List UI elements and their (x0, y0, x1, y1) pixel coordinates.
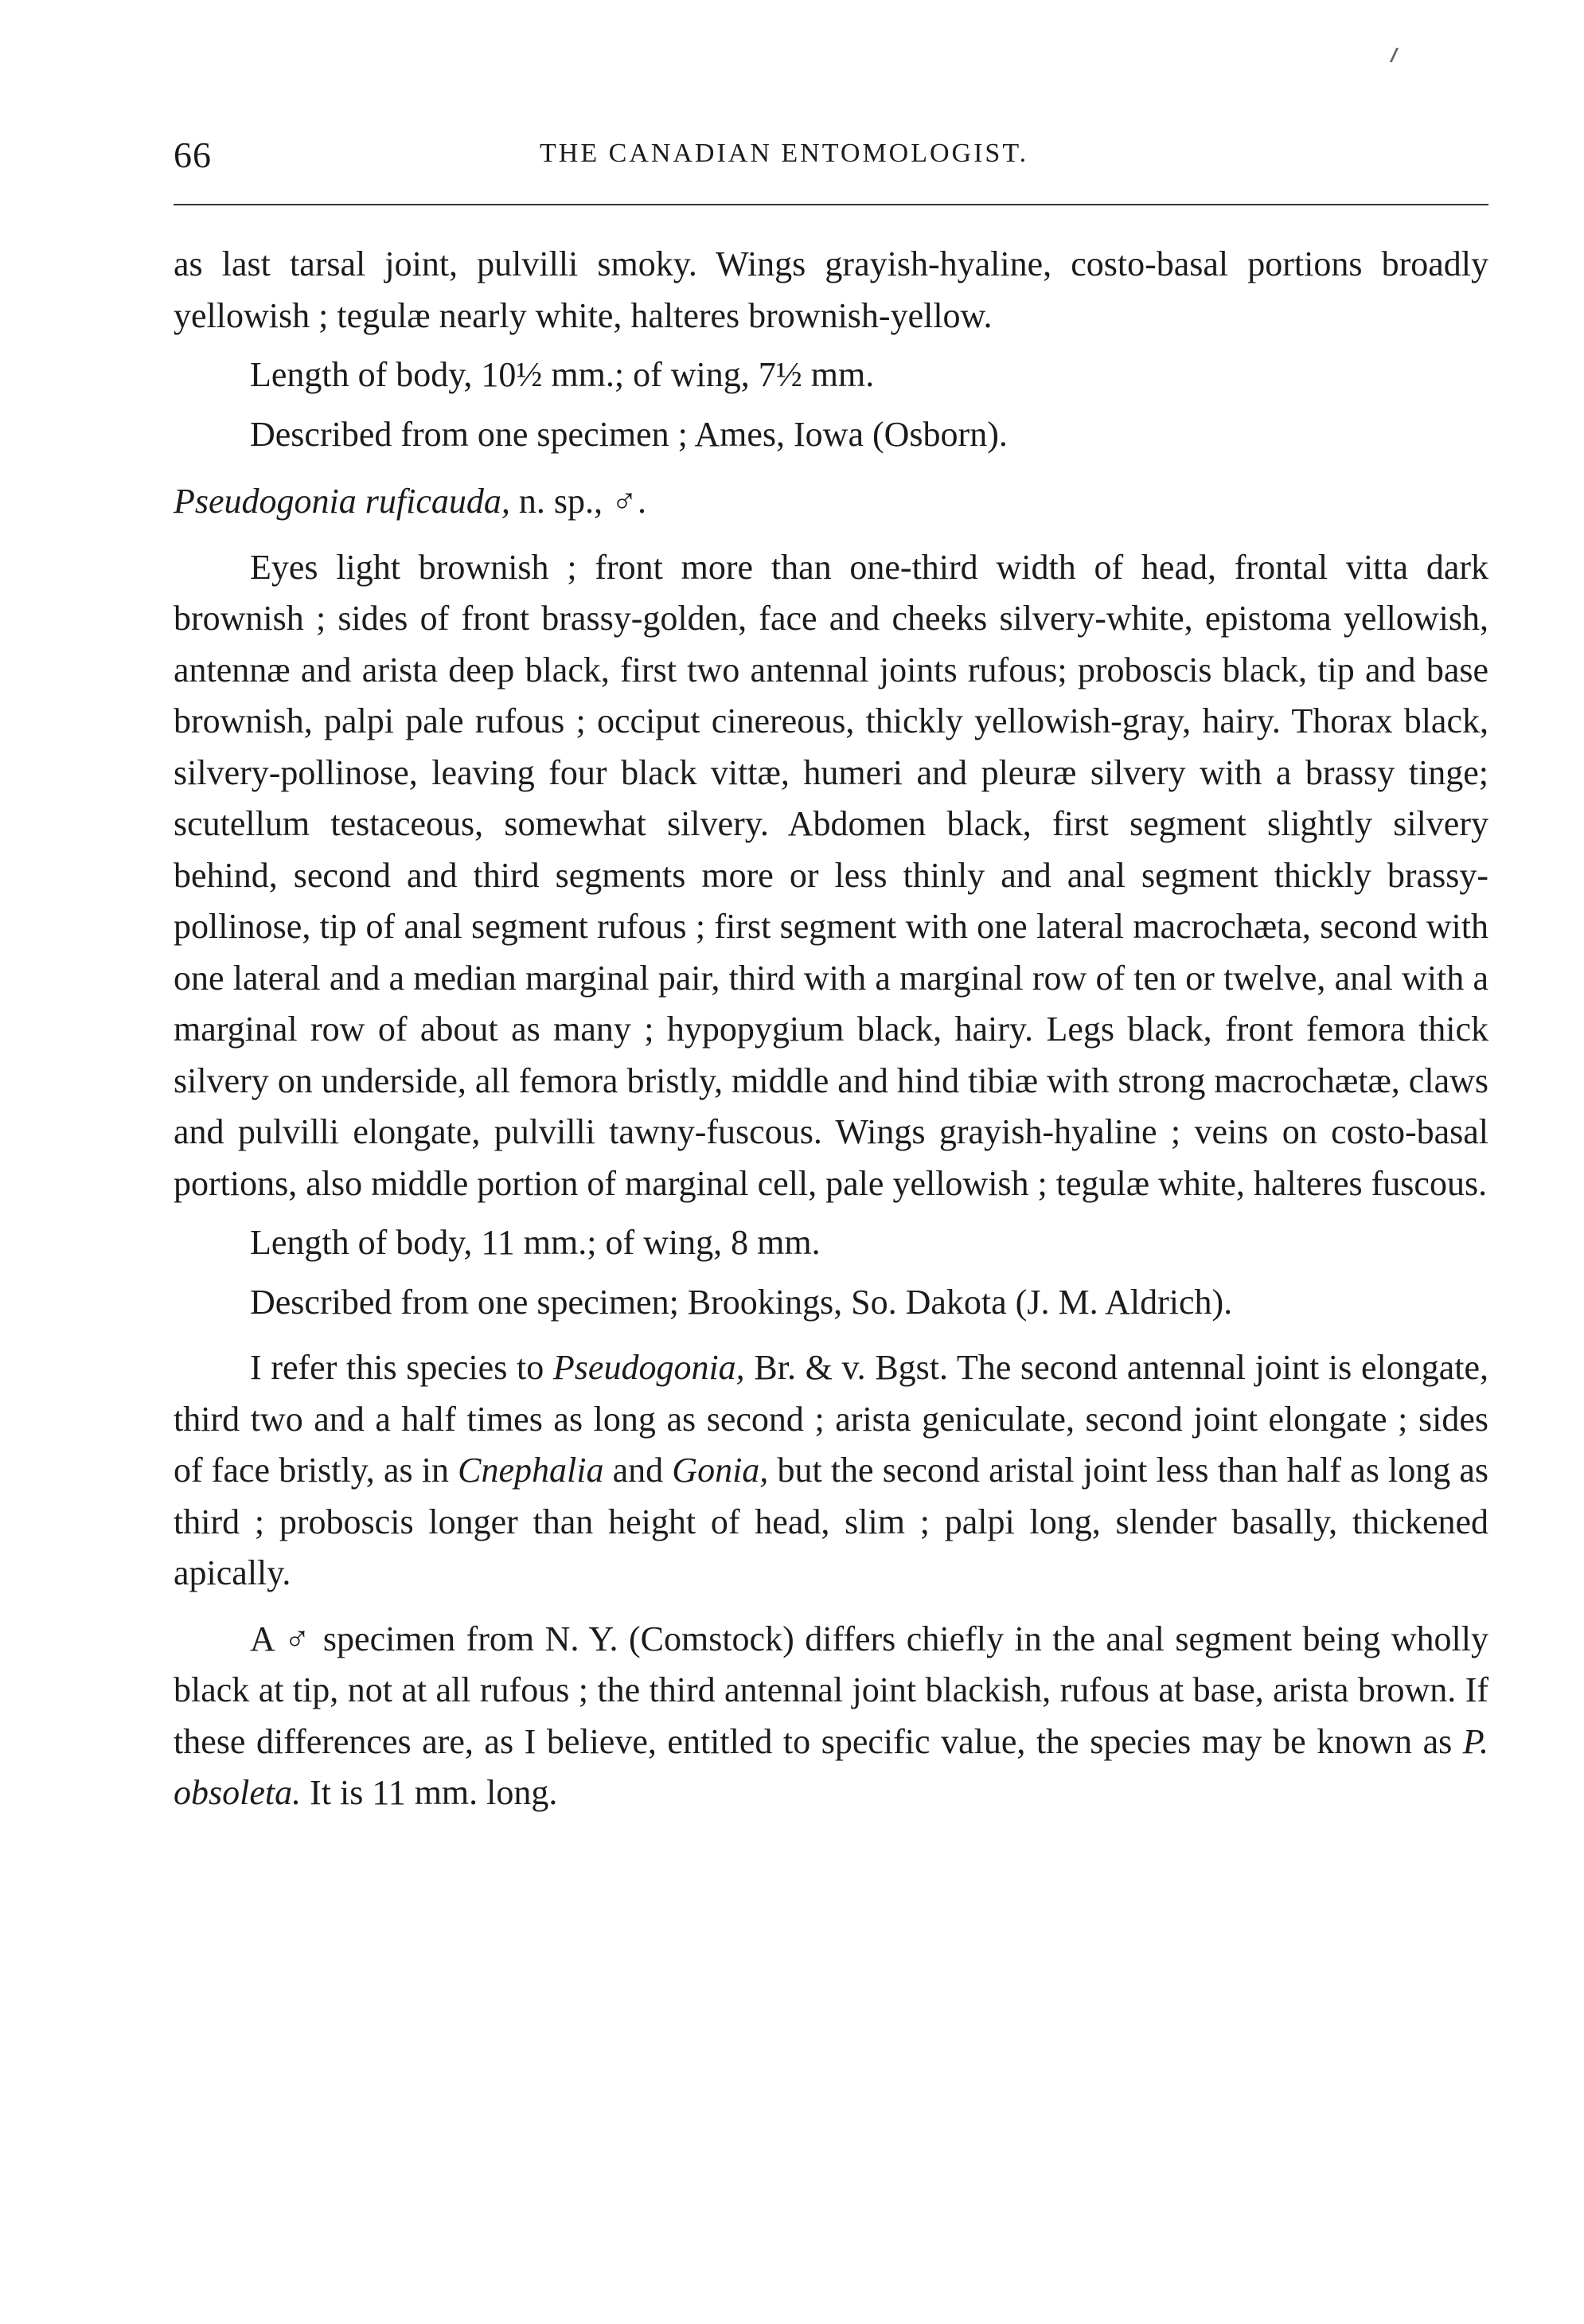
text-run: but the second aristal joint less than half as long as third ; proboscis longer than height of head, slim ; palpi long, slender basally, thickened apically. (174, 1451, 1488, 1592)
paragraph-described-from: Described from one specimen ; Ames, Iowa (Osborn). (250, 414, 1008, 454)
body-text (174, 239, 1488, 1819)
stray-pen-mark (1390, 48, 1406, 62)
species-suffix: n. sp., ♂. (509, 482, 646, 521)
genus-name: Gonia, (672, 1451, 769, 1490)
page-number: 66 (174, 135, 212, 175)
genus-name: Pseudogonia, (552, 1348, 745, 1387)
paragraph-length-measure-2: Length of body, 11 mm.; of wing, 8 mm. (250, 1223, 821, 1262)
header-rule (174, 204, 1488, 205)
page-header (174, 126, 1488, 182)
text-run: I refer this species to (250, 1348, 553, 1387)
text-run: A ♂ specimen from N. Y. (Comstock) differs chiefly in the anal segment being wholly black at tip, not at all rufous ; the third antennal joint blackish, rufous at base, arista brown. If these differences are, as I believe, entitled to specific value, the species may be known as (174, 1619, 1488, 1761)
paragraph-length-measure: Length of body, 10½ mm.; of wing, 7½ mm. (250, 355, 875, 394)
species-heading (174, 476, 1488, 528)
text-run: Br. & v. Bgst. The second antennal joint is elongate, third two and a half times as long as second ; arista geniculate, second joint elongate ; sides of face bristly, as in (174, 1348, 1488, 1490)
paragraph-continued: as last tarsal joint, pulvilli smoky. Wings grayish-hyaline, costo-basal portions broadly yellowish ; tegulæ nearly white, halteres brownish-yellow. (174, 244, 1488, 335)
paragraph-described-from-2: Described from one specimen; Brookings, So. Dakota (J. M. Aldrich). (250, 1282, 1233, 1322)
paragraph-variant-specimen (174, 1614, 1488, 1819)
text-run: It is 11 mm. long. (301, 1773, 558, 1812)
paragraph-generic-remarks (174, 1342, 1488, 1599)
species-name-alt: P. obsoleta. (174, 1721, 1488, 1812)
species-name: Pseudogonia ruficauda, (174, 482, 510, 521)
genus-name: Cnephalia (458, 1451, 604, 1490)
text-run: and (603, 1451, 673, 1490)
running-head: THE CANADIAN ENTOMOLOGIST. (540, 139, 1029, 168)
paragraph-description: Eyes light brownish ; front more than one-third width of head, frontal vitta dark brownish ; sides of front brassy-golden, face and cheeks silvery-white, epistoma yellowish, antennæ and arista deep black, first two antennal joints rufous; proboscis black, tip and base brownish, palpi pale rufous ; occiput cinereous, thickly yellowish-gray, hairy. Thorax black, silvery-pollinose, leaving four black vittæ, humeri and pleuræ silvery with a brassy tinge; scutellum testaceous, somewhat silvery. Abdomen black, first segment slightly silvery behind, second and third segments more or less thinly and anal segment thickly brassy-pollinose, tip of anal segment rufous ; first segment with one lateral macrochæta, second with one lateral and a median marginal pair, third with a marginal row of ten or twelve, anal with a marginal row of about as many ; hypopygium black, hairy. Legs black, front femora thick silvery on underside, all femora bristly, middle and hind tibiæ with strong macrochætæ, claws and pulvilli elongate, pulvilli tawny-fuscous. Wings grayish-hyaline ; veins on costo-basal portions, also middle portion of marginal cell, pale yellowish ; tegulæ white, halteres fuscous. (174, 547, 1488, 1203)
